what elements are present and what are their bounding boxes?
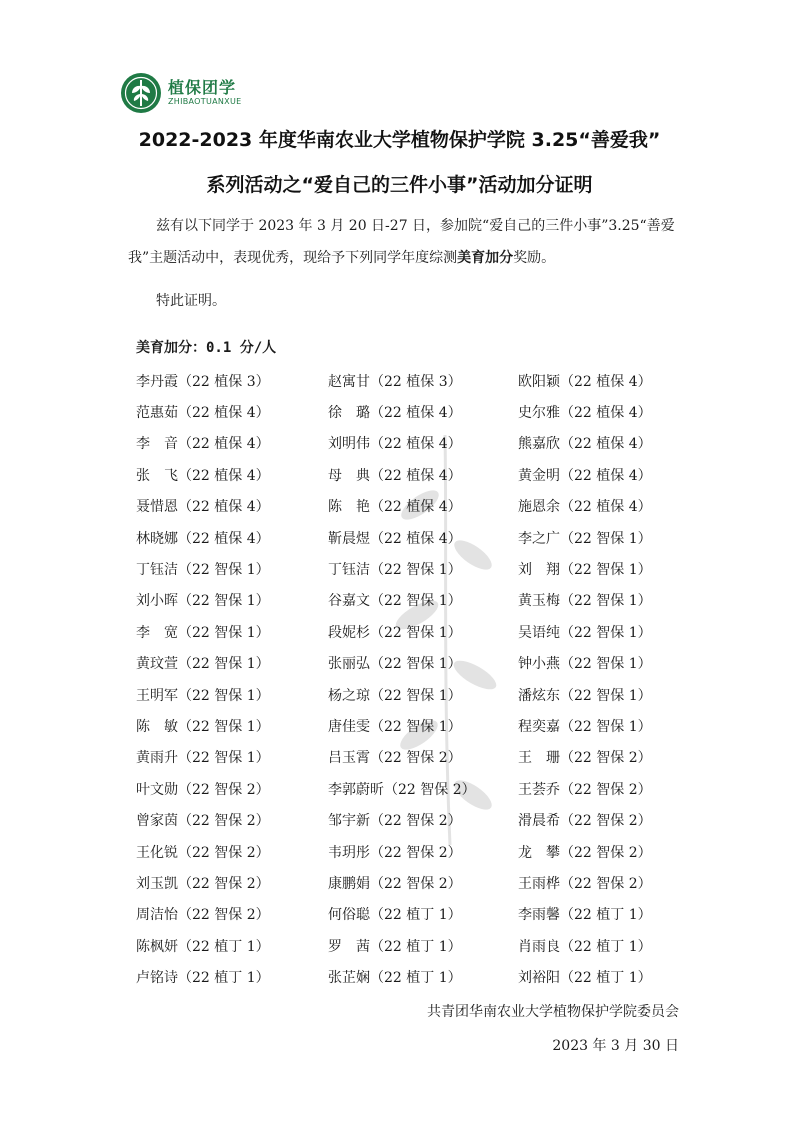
list-row	[136, 648, 696, 679]
student-entry: 黄玉梅（22 智保 1）	[518, 593, 652, 610]
student-entry: 陈 敏（22 智保 1）	[136, 718, 270, 735]
list-row	[136, 710, 696, 741]
student-entry: 施恩余（22 植保 4）	[518, 499, 652, 516]
list-row	[136, 930, 696, 961]
student-entry: 黄金明（22 植保 4）	[518, 467, 652, 484]
document-title-line-2: 系列活动之“爱自己的三件小事”活动加分证明	[206, 174, 593, 196]
student-entry: 段妮杉（22 智保 1）	[328, 624, 462, 641]
list-row	[136, 616, 696, 647]
student-entry: 范惠茹（22 植保 4）	[136, 405, 270, 422]
student-entry: 靳晨煜（22 植保 4）	[328, 530, 462, 547]
student-entry: 叶文勋（22 智保 2）	[136, 781, 270, 798]
logo-emblem-icon	[120, 72, 162, 114]
student-entry: 陈枫妍（22 植丁 1）	[136, 938, 270, 955]
list-row	[136, 867, 696, 898]
student-entry: 史尔雅（22 植保 4）	[518, 405, 652, 422]
student-entry: 李丹霞（22 植保 3）	[136, 373, 270, 390]
list-row	[136, 804, 696, 835]
document-title-line-1: 2022-2023 年度华南农业大学植物保护学院 3.25“善爱我”	[138, 129, 661, 151]
section-label: 美育加分：0.1 分/人	[136, 340, 277, 356]
student-entry: 刘裕阳（22 植丁 1）	[518, 970, 652, 987]
paragraph-text-end: 奖励。	[513, 250, 556, 266]
list-row	[136, 773, 696, 804]
student-entry: 滑晨希（22 智保 2）	[518, 813, 652, 830]
student-entry: 康鹏娟（22 智保 2）	[328, 875, 462, 892]
student-entry: 韦玥彤（22 智保 2）	[328, 844, 462, 861]
student-entry: 潘炫东（22 智保 1）	[518, 687, 652, 704]
paragraph-text: 兹有以下同学于 2023 年 3 月 20 日-27 日，参加院“爱自己的三件小事”3.25“善爱我”主题活动中，表现优秀，现给予下列同学年度综测	[128, 218, 675, 266]
list-row	[136, 428, 696, 459]
student-entry: 吴语纯（22 智保 1）	[518, 624, 652, 641]
student-entry: 李郭蔚昕（22 智保 2）	[328, 781, 476, 798]
student-entry: 黄玟萱（22 智保 1）	[136, 656, 270, 673]
student-entry: 谷嘉文（22 智保 1）	[328, 593, 462, 610]
student-entry: 李 宽（22 智保 1）	[136, 624, 270, 641]
student-entry: 林晓娜（22 植保 4）	[136, 530, 270, 547]
student-entry: 聂惜恩（22 植保 4）	[136, 499, 270, 516]
student-entry: 张 飞（22 植保 4）	[136, 467, 270, 484]
student-entry: 吕玉霄（22 智保 2）	[328, 750, 462, 767]
certify-statement: 特此证明。	[156, 293, 226, 309]
issue-date: 2023 年 3 月 30 日	[552, 1038, 679, 1054]
certificate-paragraph	[128, 210, 688, 274]
student-entry: 李 音（22 植保 4）	[136, 436, 270, 453]
student-entry: 王化锐（22 智保 2）	[136, 844, 270, 861]
student-entry: 张丽弘（22 智保 1）	[328, 656, 462, 673]
list-row	[136, 836, 696, 867]
student-entry: 丁钰洁（22 智保 1）	[136, 562, 270, 579]
student-entry: 李雨馨（22 植丁 1）	[518, 907, 652, 924]
student-entry: 邹宇新（22 智保 2）	[328, 813, 462, 830]
student-entry: 刘明伟（22 植保 4）	[328, 436, 462, 453]
student-entry: 母 典（22 植保 4）	[328, 467, 462, 484]
list-row	[136, 522, 696, 553]
student-entry: 陈 艳（22 植保 4）	[328, 499, 462, 516]
student-entry: 何俗聪（22 植丁 1）	[328, 907, 462, 924]
student-entry: 丁钰洁（22 智保 1）	[328, 562, 462, 579]
student-entry: 刘小晖（22 智保 1）	[136, 593, 270, 610]
list-row	[136, 899, 696, 930]
paragraph-bold-text: 美育加分	[457, 250, 514, 266]
list-row	[136, 679, 696, 710]
issuing-organization: 共青团华南农业大学植物保护学院委员会	[427, 1004, 679, 1020]
student-entry: 唐佳雯（22 智保 1）	[328, 718, 462, 735]
student-entry: 龙 攀（22 智保 2）	[518, 844, 652, 861]
student-name-list	[136, 365, 696, 993]
logo-pinyin-name: ZHIBAOTUANXUE	[168, 97, 242, 106]
list-row	[136, 365, 696, 396]
list-row	[136, 742, 696, 773]
student-entry: 罗 茜（22 植丁 1）	[328, 938, 462, 955]
logo	[120, 72, 241, 114]
student-entry: 黄雨升（22 智保 1）	[136, 750, 270, 767]
student-entry: 李之广（22 智保 1）	[518, 530, 652, 547]
list-row	[136, 459, 696, 490]
list-row	[136, 553, 696, 584]
student-entry: 杨之琼（22 智保 1）	[328, 687, 462, 704]
student-entry: 程奕嘉（22 智保 1）	[518, 718, 652, 735]
student-entry: 钟小燕（22 智保 1）	[518, 656, 652, 673]
student-entry: 王 珊（22 智保 2）	[518, 750, 652, 767]
student-entry: 张芷娴（22 植丁 1）	[328, 970, 462, 987]
student-entry: 徐 璐（22 植保 4）	[328, 405, 462, 422]
list-row	[136, 491, 696, 522]
logo-chinese-name: 植保团学	[168, 78, 237, 97]
student-entry: 肖雨良（22 植丁 1）	[518, 938, 652, 955]
student-entry: 卢铭诗（22 植丁 1）	[136, 970, 270, 987]
list-row	[136, 396, 696, 427]
student-entry: 王雨桦（22 智保 2）	[518, 875, 652, 892]
list-row	[136, 961, 696, 992]
student-entry: 欧阳颖（22 植保 4）	[518, 373, 652, 390]
student-entry: 刘玉凯（22 智保 2）	[136, 875, 270, 892]
student-entry: 王荟乔（22 智保 2）	[518, 781, 652, 798]
student-entry: 王明军（22 智保 1）	[136, 687, 270, 704]
student-entry: 赵寓甘（22 植保 3）	[328, 373, 462, 390]
list-row	[136, 585, 696, 616]
student-entry: 熊嘉欣（22 植保 4）	[518, 436, 652, 453]
student-entry: 周洁怡（22 智保 2）	[136, 907, 270, 924]
student-entry: 曾家茵（22 智保 2）	[136, 813, 270, 830]
student-entry: 刘 翔（22 智保 1）	[518, 562, 652, 579]
